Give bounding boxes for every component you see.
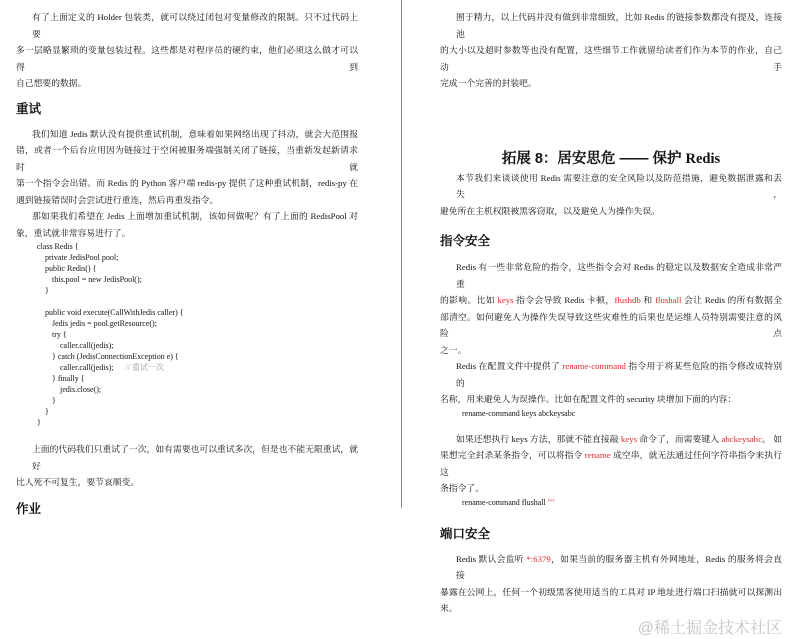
- text-segment: 命令了，而需要键入: [637, 433, 722, 444]
- text-segment: Redis 默认会监听: [456, 553, 527, 564]
- text-segment: 多一层略显繁琐的变量包装过程。这些都是对程序员的硬约束，他们必须这么做才可以得到: [16, 45, 358, 72]
- text-segment: 果想完全封杀某条指令，可以将指令: [440, 450, 585, 460]
- text-segment: 避免所在主机权限被黑客窃取，以及避免人为操作失误。: [440, 205, 660, 216]
- text-segment: 会让 Redis 的所有数据全: [681, 295, 782, 305]
- text-line: [440, 342, 782, 359]
- text-segment: 囿于精力，以上代码并没有做到非常细致，比如 Redis 的链接参数都没有提及，连接池: [456, 12, 782, 39]
- text-line: [16, 192, 358, 209]
- text-segment: 名称，用来避免人为误操作。比如在配置文件的 security 块增加下面的内容：: [440, 394, 737, 404]
- text-line: [440, 309, 782, 342]
- text-line: [440, 391, 782, 408]
- code-text: } catch (JedisConnectionException e) {: [52, 352, 179, 361]
- code-text: }: [45, 286, 49, 295]
- code-text: jedis.close();: [60, 385, 102, 394]
- watermark: @稀土掘金技术社区: [637, 619, 782, 637]
- text-segment: 指令用于将某些危险的指令修改成特别的: [456, 361, 783, 388]
- highlighted-term: flushdb: [614, 295, 641, 305]
- text-segment: 如果还想执行 keys 方法，那就不能直接敲: [456, 433, 621, 444]
- section-heading: 重试: [16, 101, 42, 116]
- code-line: [440, 497, 782, 508]
- left-page: [16, 0, 358, 517]
- text-segment: 完成一个完善的封装吧。: [440, 78, 537, 88]
- code-highlight: "": [547, 497, 555, 507]
- text-line: [440, 9, 782, 42]
- code-line: [16, 384, 358, 395]
- text-line: [16, 9, 358, 42]
- code-line: [16, 417, 358, 428]
- text-line: [16, 126, 358, 143]
- code-line: [16, 318, 358, 329]
- text-line: [440, 75, 782, 92]
- highlighted-term: flushall: [655, 295, 682, 305]
- text-segment: 象，重试就非常容易进行了。: [16, 227, 131, 238]
- text-segment: 第一个指令会出错。而 Redis 的 Python 客户端 redis-py 提供了这种重试机制，redis-py 在: [16, 178, 358, 188]
- section-title: [440, 150, 782, 168]
- text-segment: 部清空。如何避免人为操作失误导致这些灾难性的后果也是运维人员特别需要注意的风险点: [440, 311, 782, 338]
- code-text: }: [45, 407, 49, 416]
- code-line: [16, 373, 358, 384]
- text-line: [16, 175, 358, 192]
- code-line: [16, 285, 358, 296]
- section-title-product: Redis: [685, 150, 721, 167]
- text-segment: 和: [640, 295, 656, 305]
- page-divider: [401, 0, 402, 508]
- text-segment: 条指令了。: [440, 483, 484, 493]
- code-text: this.pool = new JedisPool();: [52, 275, 142, 284]
- section-heading: 指令安全: [440, 234, 491, 248]
- code-text: caller.call(jedis);: [60, 363, 114, 372]
- code-text: public void execute(CallWithJedis caller) {: [45, 308, 184, 317]
- text-line: [440, 170, 782, 203]
- text-segment: Redis 有一些非常危险的指令，这些指令会对 Redis 的稳定以及数据安全造成非常严重: [456, 262, 782, 289]
- text-segment: 有了上面定义的 Holder 包装类，就可以绕过闭包对变量修改的限制。只不过代码上要: [32, 12, 358, 39]
- text-line: [440, 259, 782, 292]
- code-line: [16, 263, 358, 274]
- text-segment: 。 如: [761, 433, 783, 444]
- text-line: [440, 203, 782, 220]
- text-segment: 我们知道 Jedis 默认没有提供重试机制，意味着如果网络出现了抖动，就会大范围报: [32, 128, 358, 139]
- code-text: public Redis() {: [45, 264, 97, 273]
- text-segment: 错，或者一个后台应用因为链接过于空闲被服务端强制关闭了链接，当重新发起新请求时就: [16, 145, 358, 172]
- text-line: [440, 358, 782, 391]
- highlighted-term: keys: [620, 433, 638, 444]
- code-text: class Redis {: [37, 242, 79, 251]
- code-line: [16, 252, 358, 263]
- text-line: [16, 208, 358, 225]
- text-line: [16, 441, 358, 474]
- text-line: [440, 551, 782, 584]
- code-text: rename-command flushall: [462, 497, 548, 507]
- text-segment: 自己想要的数据。: [16, 78, 87, 88]
- text-line: [440, 480, 782, 497]
- highlighted-term: keys: [497, 295, 514, 305]
- text-line: [440, 600, 782, 617]
- text-segment: 上面的代码我们只重试了一次，如有需要也可以重试多次，但是也不能无限重试，就好: [32, 444, 358, 471]
- code-text: }: [52, 396, 56, 405]
- code-text: Jedis jedis = pool.getResource();: [52, 319, 157, 328]
- highlighted-term: abckeysabc: [721, 433, 762, 444]
- text-line: [16, 225, 358, 242]
- code-line: [16, 274, 358, 285]
- code-text: try {: [52, 330, 67, 339]
- code-line: [16, 351, 358, 362]
- text-segment: 暴露在公网上，任何一个初级黑客使用适当的工具对 IP 地址进行端口扫描就可以探测出: [440, 586, 782, 597]
- text-line: [16, 42, 358, 75]
- code-line: [440, 408, 782, 419]
- text-line: [16, 474, 358, 491]
- text-line: [440, 447, 782, 480]
- text-segment: 比人死不可复生，要节哀顺变。: [16, 477, 140, 487]
- code-line: [16, 362, 358, 373]
- highlighted-term: rename-command: [562, 361, 626, 371]
- text-segment: ，如果当前的服务器主机有外网地址，Redis 的服务将会直接: [456, 553, 782, 580]
- text-segment: 之一。: [440, 344, 467, 355]
- code-text: caller.call(jedis);: [60, 341, 114, 350]
- code-line: [16, 340, 358, 351]
- text-segment: 的大小以及超时参数等也没有配置，这些细节工作就留给读者们作为本节的作业，自己动手: [440, 45, 782, 72]
- right-page: [440, 0, 782, 639]
- code-text: rename-command keys abckeysabc: [462, 408, 576, 418]
- section-heading: 作业: [16, 501, 42, 516]
- text-segment: 本节我们来谈谈使用 Redis 需要注意的安全风险以及防范措施，避免数据泄露和丢失，: [456, 172, 782, 199]
- code-line: [16, 241, 358, 252]
- text-segment: 那如果我们希望在 Jedis 上面增加重试机制，该如何做呢？有了上面的 RedisPool 对: [32, 211, 358, 221]
- text-line: [16, 142, 358, 175]
- highlighted-term: rename: [584, 450, 611, 460]
- text-segment: 成空串，就无法通过任何字符串指令来执行这: [440, 450, 783, 477]
- text-segment: 来。: [440, 603, 458, 613]
- text-segment: Redis 在配置文件中提供了: [456, 361, 563, 371]
- text-segment: 的影响。比如: [440, 295, 498, 305]
- code-line: [16, 395, 358, 406]
- section-title-main: 拓展 8：居安思危 —— 保护: [501, 150, 682, 167]
- code-text: }: [37, 418, 41, 427]
- code-text: } finally {: [52, 374, 85, 383]
- code-comment: // 重试一次: [125, 363, 164, 372]
- text-line: [16, 75, 358, 92]
- text-segment: 遇到链接错误时会尝试进行重连，然后再重发指令。: [16, 194, 219, 205]
- text-line: [440, 292, 782, 309]
- code-text: private JedisPool pool;: [45, 253, 119, 262]
- highlighted-term: *:6379: [526, 553, 551, 564]
- code-line: [16, 406, 358, 417]
- text-line: [440, 42, 782, 75]
- code-line: [16, 307, 358, 318]
- code-line: [16, 329, 358, 340]
- text-line: [440, 584, 782, 601]
- section-heading: 端口安全: [440, 526, 491, 541]
- text-line: [440, 431, 782, 448]
- text-segment: 指令会导致 Redis 卡顿，: [513, 295, 615, 305]
